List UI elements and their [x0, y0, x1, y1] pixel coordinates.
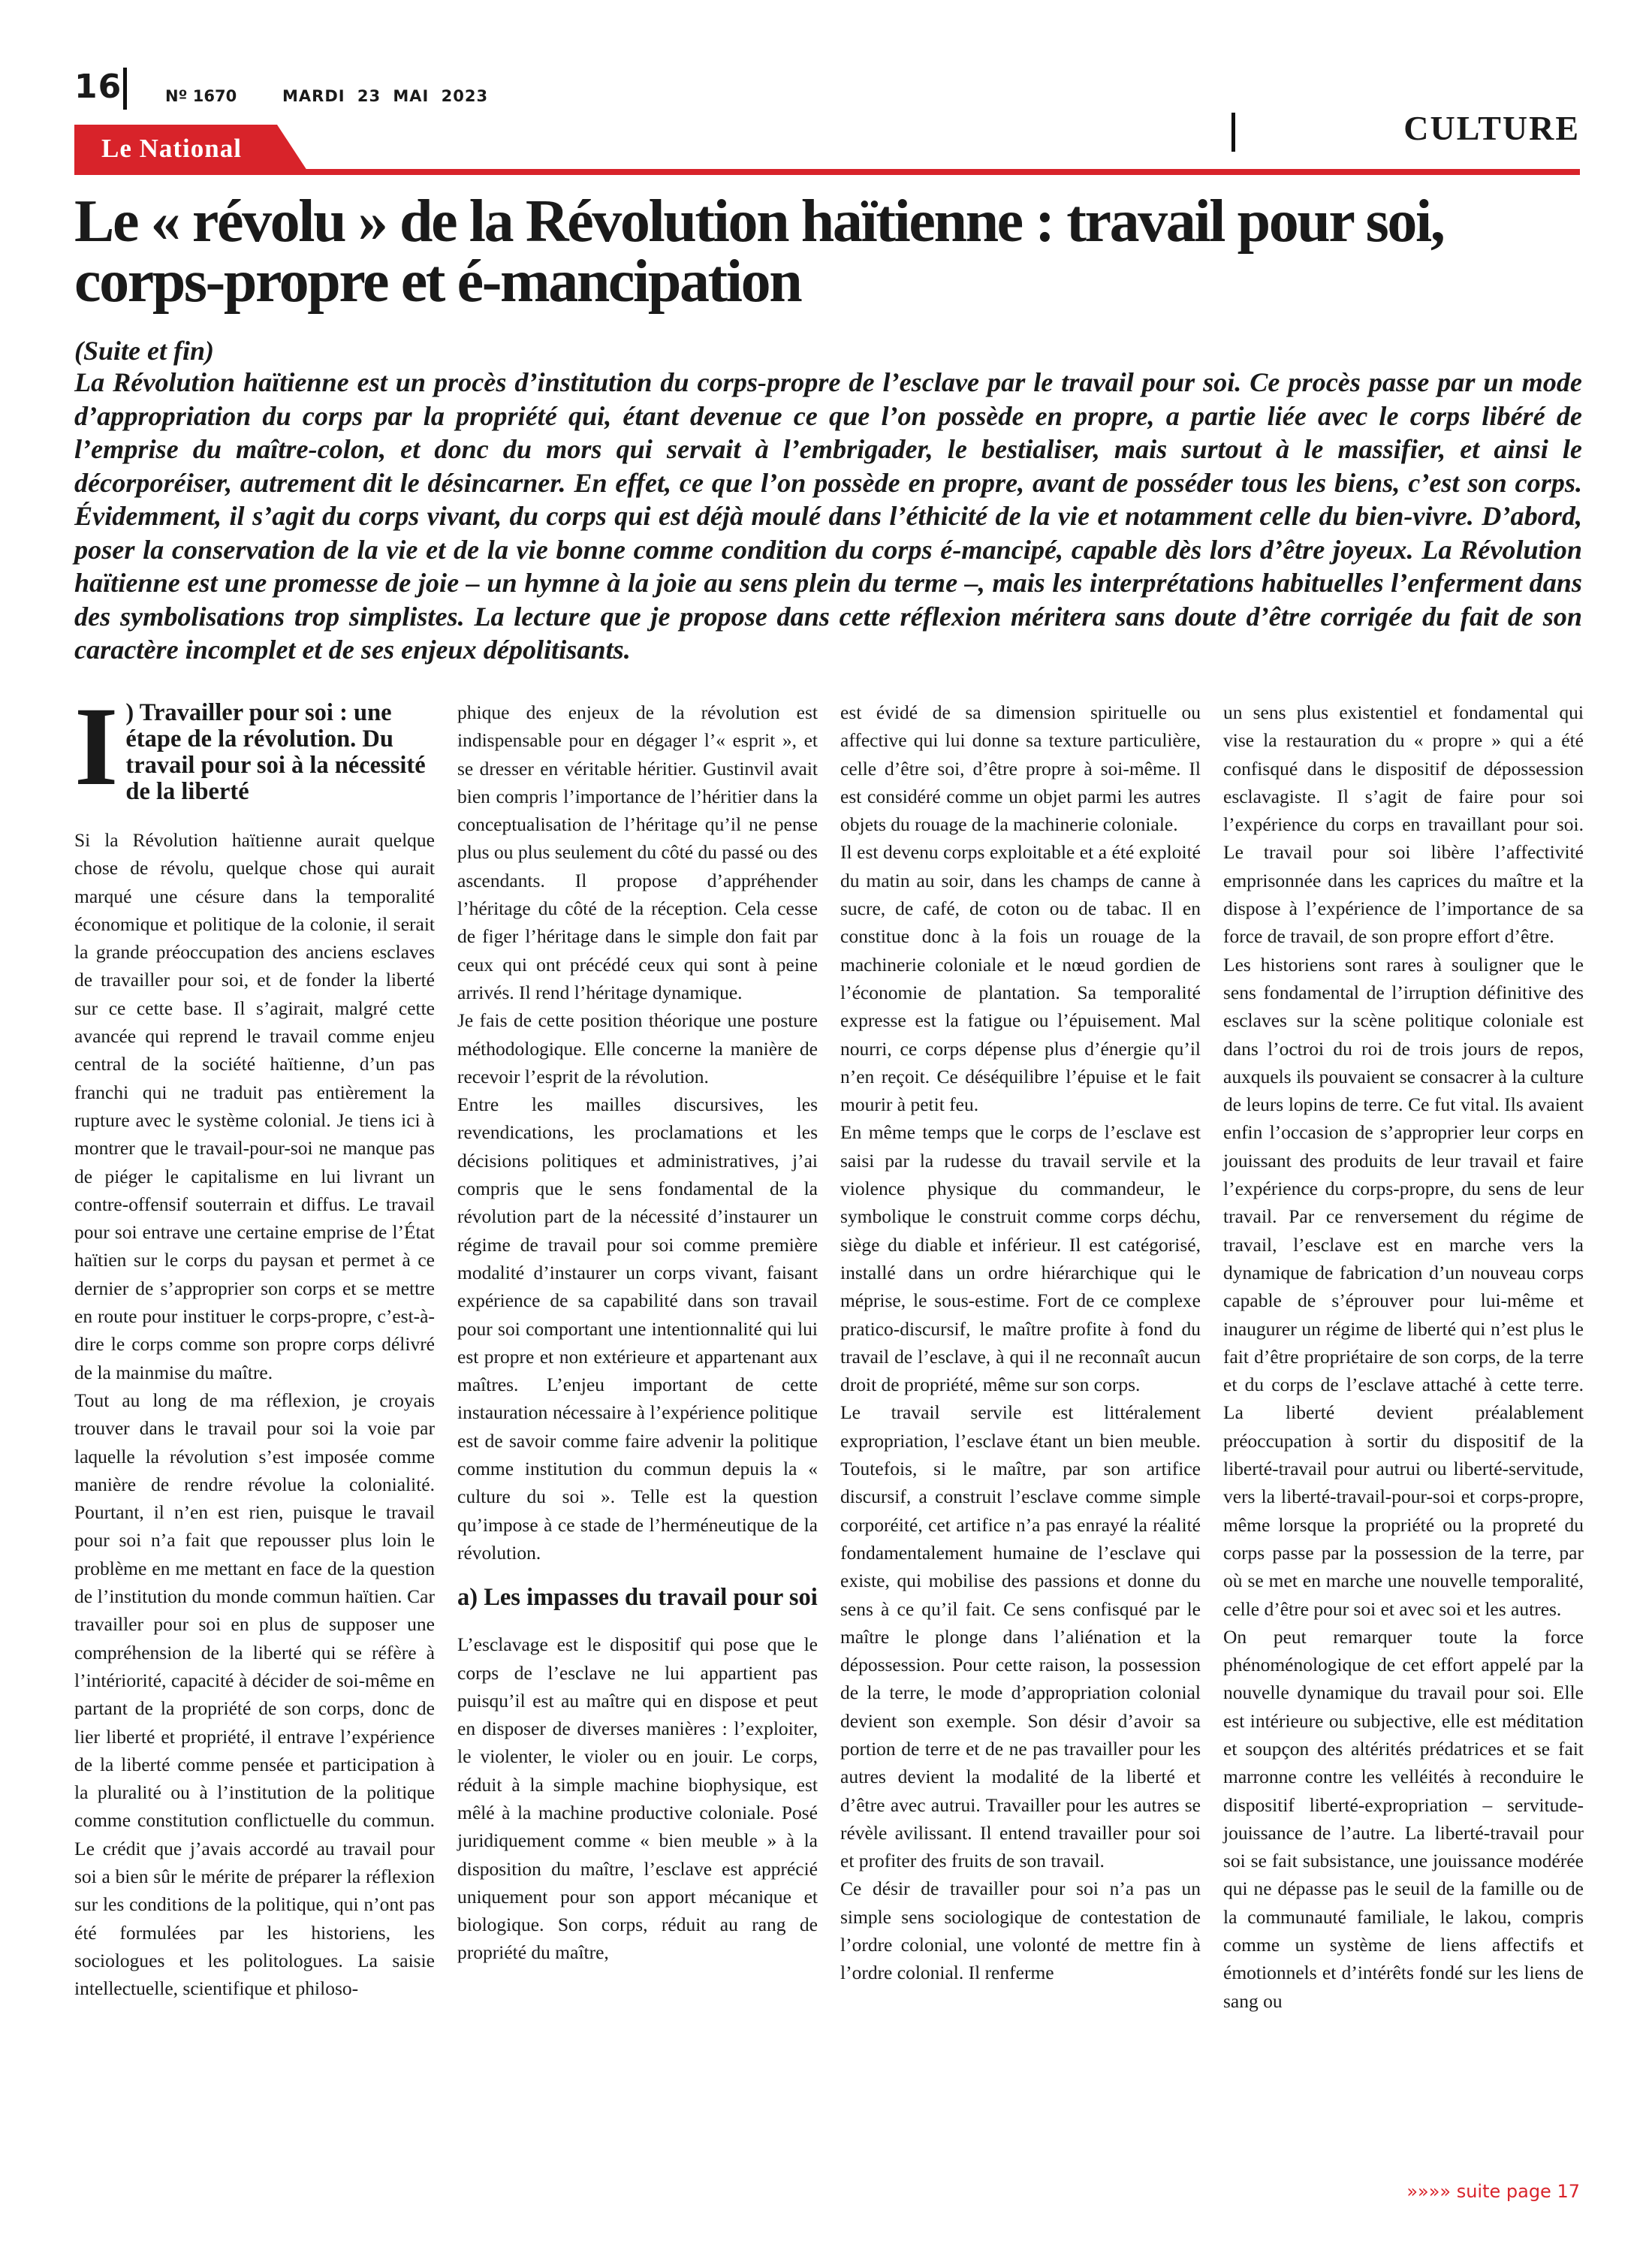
- section-name: CULTURE: [1403, 109, 1580, 147]
- paragraph: est évidé de sa dimension spirituelle ou affective qui lui donne sa texture particulière, celle d’être soi, d’être propre à soi-même. Il est considéré comme un objet parmi les autres objets du rouage de la machinerie coloniale.: [840, 701, 1201, 836]
- paragraph: phique des enjeux de la révolution est indispensable pour en dégager l’« esprit », et se dresser en véritable héritier. Gustinvil avait bien compris l’importance de l’héritier dans la conceptualisation de l’héritage qu’il ne pense plus ou plus seulement du côté du passé ou des ascendants. Il propose d’appréhender l’héritage du côté de la réception. Cela cesse de figer l’héritage dans le simple don fait par ceux qui ont précédé ceux qui sont à peine arrivés. Il rend l’héritage dynamique.: [457, 701, 818, 1003]
- paragraph: L’esclavage est le dispositif qui pose que le corps de l’esclave ne lui appartient pas puisqu’il est au maître qui en dispose et peut en disposer de diverses manières : l’exploiter, le violenter, le violer ou en jouir. Le corps, réduit à la simple machine biophysique, est mêlé à la machine productive coloniale. Posé juridiquement comme « bien meuble » à la disposition du maître, l’esclave est apprécié uniquement pour son apport mécanique et biologique. Son corps, réduit au rang de propriété du maître,: [457, 1633, 818, 1964]
- article-suite-note: (Suite et fin): [74, 336, 214, 366]
- column-4: [1223, 698, 1584, 2015]
- issue-number: Nº 1670: [165, 87, 237, 105]
- paragraph: Il est devenu corps exploitable et a été exploité du matin au soir, dans les champs de canne à sucre, de café, de coton ou de tabac. Il en constitue donc à la fois un rouage de la machinerie coloniale et le nœud gordien de l’économie de plantation. Sa temporalité expresse est la fatigue ou l’épuisement. Mal nourri, ce corps dépense plus d’énergie qu’il n’en reçoit. Ce déséquilibre l’épuise et le fait mourir à petit feu.: [840, 841, 1201, 1116]
- paragraph: Le travail servile est littéralement expropriation, l’esclave étant un bien meuble. Toutefois, si le maître, par son artifice discursif, a construit l’esclave comme simple corporéité, cet artifice n’a pas enrayé la réalité fondamentalement humaine de l’esclave qui existe, qui mobilise des passions et donne du sens à ce qu’il fait. Ce sens confisqué par le maître le plonge dans l’aliénation et la dépossession. Pour cette raison, la possession de la terre, le mode d’appropriation colonial devient son exemple. Son désir d’avoir sa portion de terre et de ne pas travailler pour les autres devient la modalité de la liberté et d’être avec autrui. Travailler pour les autres se révèle avilissant. Il entend travailler pour soi et profiter des fruits de son travail.: [840, 1401, 1201, 1872]
- paragraph: Si la Révolution haïtienne aurait quelque chose de révolu, quelque chose qui aurait marqué une césure dans la temporalité économique et politique de la colonie, il serait la grande préoccupation des anciens esclaves de travailler pour soi, et de fonder la liberté sur ce cette base. Il s’agirait, malgré cette avancée qui reprend le travail comme enjeu central de la société haïtienne, d’un pas franchi qui ne traduit pas entièrement la rupture avec le système colonial. Je tiens ici à montrer que le travail-pour-soi ne manque pas de piéger le capitalisme en lui livrant un contre-offensif souterrain et diffus. Le travail pour soi entrave une certaine emprise de l’État haïtien sur le corps du paysan et permet à ce dernier de s’approprier son corps et se mettre en route pour instituer le corps-propre, c’est-à-dire le corps comme son propre corps délivré de la mainmise du maître.: [74, 829, 435, 1383]
- article-body: [74, 684, 1584, 2182]
- page-number: 16: [74, 68, 122, 106]
- section-heading-2: a) Les impasses du travail pour soi: [457, 1584, 818, 1612]
- column-2: [457, 698, 818, 1967]
- issue-date: MARDI 23 MAI 2023: [282, 87, 489, 105]
- paragraph: Les historiens sont rares à souligner que le sens fondamental de l’irruption définitive des esclaves sur la scène politique coloniale est dans l’octroi du roi de trois jours de repos, auxquels ils pouvaient se consacrer à la culture de leurs lopins de terre. Ce fut vital. Ils avaient enfin l’occasion de s’approprier leur corps en jouissant des produits de leur travail et faire l’expérience du corps-propre, du sens de leur travail. Par ce renversement du régime de travail, l’esclave est en marche vers la dynamique de fabrication d’un nouveau corps capable de s’éprouver pour lui-même et inaugurer un régime de liberté qui n’est plus le fait d’être propriétaire de son corps, de la terre et du corps de l’esclave attaché à cette terre. La liberté devient préalablement préoccupation à sortir du dispositif de la liberté-travail pour autrui ou liberté-servitude, vers la liberté-travail-pour-soi et corps-propre, même lorsque la propriété ou la propreté du corps passe par la possession de la terre, par où se met en marche une nouvelle temporalité, celle d’être pour soi et avec soi et les autres.: [1223, 953, 1584, 1620]
- drop-cap: I: [74, 684, 119, 809]
- paragraph: On peut remarquer toute la force phénoménologique de cet effort appelé par la nouvelle dynamique du travail pour soi. Elle est intérieure ou subjective, elle est méditation et soupçon des altérités prédatrices et se fait marronne contre les velléités à reconduire le dispositif liberté-expropriation – servitude-jouissance de l’autre. La liberté-travail pour soi se fait subsistance, une jouissance modérée qui ne dépasse pas le seuil de la famille ou de la communauté familiale, le lakou, compris comme un système de liens affectifs et émotionnels et d’intérêts fondé sur les liens de sang ou: [1223, 1625, 1584, 2012]
- column-1: [74, 684, 435, 2002]
- article-lead: La Révolution haïtienne est un procès d’institution du corps-propre de l’esclave par le travail pour soi. Ce procès passe par un mode d’appropriation du corps par la propriété qui, étant devenue ce que l’on possède en propre, a partie liée avec le corps libéré de l’emprise du maître-colon, et donc du mors qui servait à l’embrigader, le bestialiser, mais surtout à le massifier, et ainsi le décorporéiser, autrement dit le désincarner. En effet, ce que l’on possède en propre, avant de posséder tous les biens, c’est son corps. Évidemment, il s’agit du corps vivant, du corps qui est déjà moulé dans l’éthicité de la vie et notamment celle du bien-vivre. D’abord, poser la conservation de la vie et de la vie bonne comme condition du corps é-mancipé, capable dès lors d’être joyeux. La Révolution haïtienne est une promesse de joie – un hymne à la joie au sens plein du terme –, mais les interprétations habituelles l’enferment dans des symbolisations trop simplistes. La lecture que je propose dans cette réflexion méritera sans doute d’être corrigée du fait de son caractère incomplet et de ses enjeux dépolitisants.: [74, 367, 1582, 665]
- header-red-rule: [74, 169, 1580, 175]
- publication-name: Le National: [101, 134, 242, 163]
- paragraph: En même temps que le corps de l’esclave est saisi par la rudesse du travail servile et la violence physique du commandeur, le symbolique le construit comme corps déchu, siège du diable et inférieur. Il est catégorisé, installé dans un ordre hiérarchique qui le méprise, le sous-estime. Fort de ce complexe pratico-discursif, le maître profite à fond du travail de l’esclave, à qui il ne reconnaît aucun droit de propriété, même sur son corps.: [840, 1121, 1201, 1396]
- section-divider: [1231, 113, 1235, 152]
- paragraph: Entre les mailles discursives, les revendications, les proclamations et les décisions politiques et administratives, j’ai compris que le sens fondamental de la révolution part de la nécessité d’instaurer un régime de travail pour soi comme première modalité d’instaurer un corps vivant, faisant expérience de sa capabilité dans son travail pour soi comportant une intentionnalité qui lui est propre et non extérieure et appartenant aux maîtres. L’enjeu important de cette instauration nécessaire à l’expérience politique est de savoir comme faire advenir la politique comme institution du commun depuis la « culture du soi ». Telle est la question qu’impose à ce stade de l’herméneutique de la révolution.: [457, 1093, 818, 1564]
- page-number-divider: [123, 68, 127, 110]
- paragraph: Je fais de cette position théorique une posture méthodologique. Elle concerne la manière de recevoir l’esprit de la révolution.: [457, 1009, 818, 1087]
- paragraph: Ce désir de travailler pour soi n’a pas un simple sens sociologique de contestation de l’ordre colonial, une volonté de mettre fin à l’ordre colonial. Il renferme: [840, 1878, 1201, 1984]
- section-heading-1: ) Travailler pour soi : une étape de la révolution. Du travail pour soi à la nécessité de la liberté: [125, 699, 426, 805]
- paragraph: Tout au long de ma réflexion, je croyais trouver dans le travail pour soi la voie par laquelle la révolution s’est imposée comme manière de rendre révolue la colonialité. Pourtant, il n’en est rien, puisque le travail pour soi n’a fait que repousser plus loin le problème en me mettant en face de la question de l’institution du monde commun haïtien. Car travailler pour soi en plus de supposer une compréhension de la liberté qui se réfère à l’intériorité, capacité à décider de soi-même en partant de la propriété de son corps, donc de lier liberté et propriété, il entrave l’expérience de la liberté comme pensée et participation à la pluralité ou à l’institution de la politique comme constitution conflictuelle du commun. Le crédit que j’avais accordé au travail pour soi a bien sûr le mérite de préparer la réflexion sur les conditions de la politique, qui n’ont pas été formulées par les historiens, les sociologues et les politologues. La saisie intellectuelle, scientifique et philoso-: [74, 1389, 435, 2000]
- paragraph: un sens plus existentiel et fondamental qui vise la restauration du « propre » qui a été confisqué dans le dispositif de dépossession esclavagiste. Il s’agit de faire pour soi l’expérience du corps en travaillant pour soi. Le travail pour soi libère l’affectivité emprisonnée dans les caprices du maître et la dispose à l’expérience de l’importance de sa force de travail, de son propre effort d’être.: [1223, 701, 1584, 948]
- continuation-link[interactable]: »»»» suite page 17: [1406, 2181, 1580, 2202]
- column-3: [840, 698, 1201, 1987]
- article-title: Le « révolu » de la Révolution haïtienne : travail pour soi, corps-propre et é-mancipation: [74, 189, 1444, 315]
